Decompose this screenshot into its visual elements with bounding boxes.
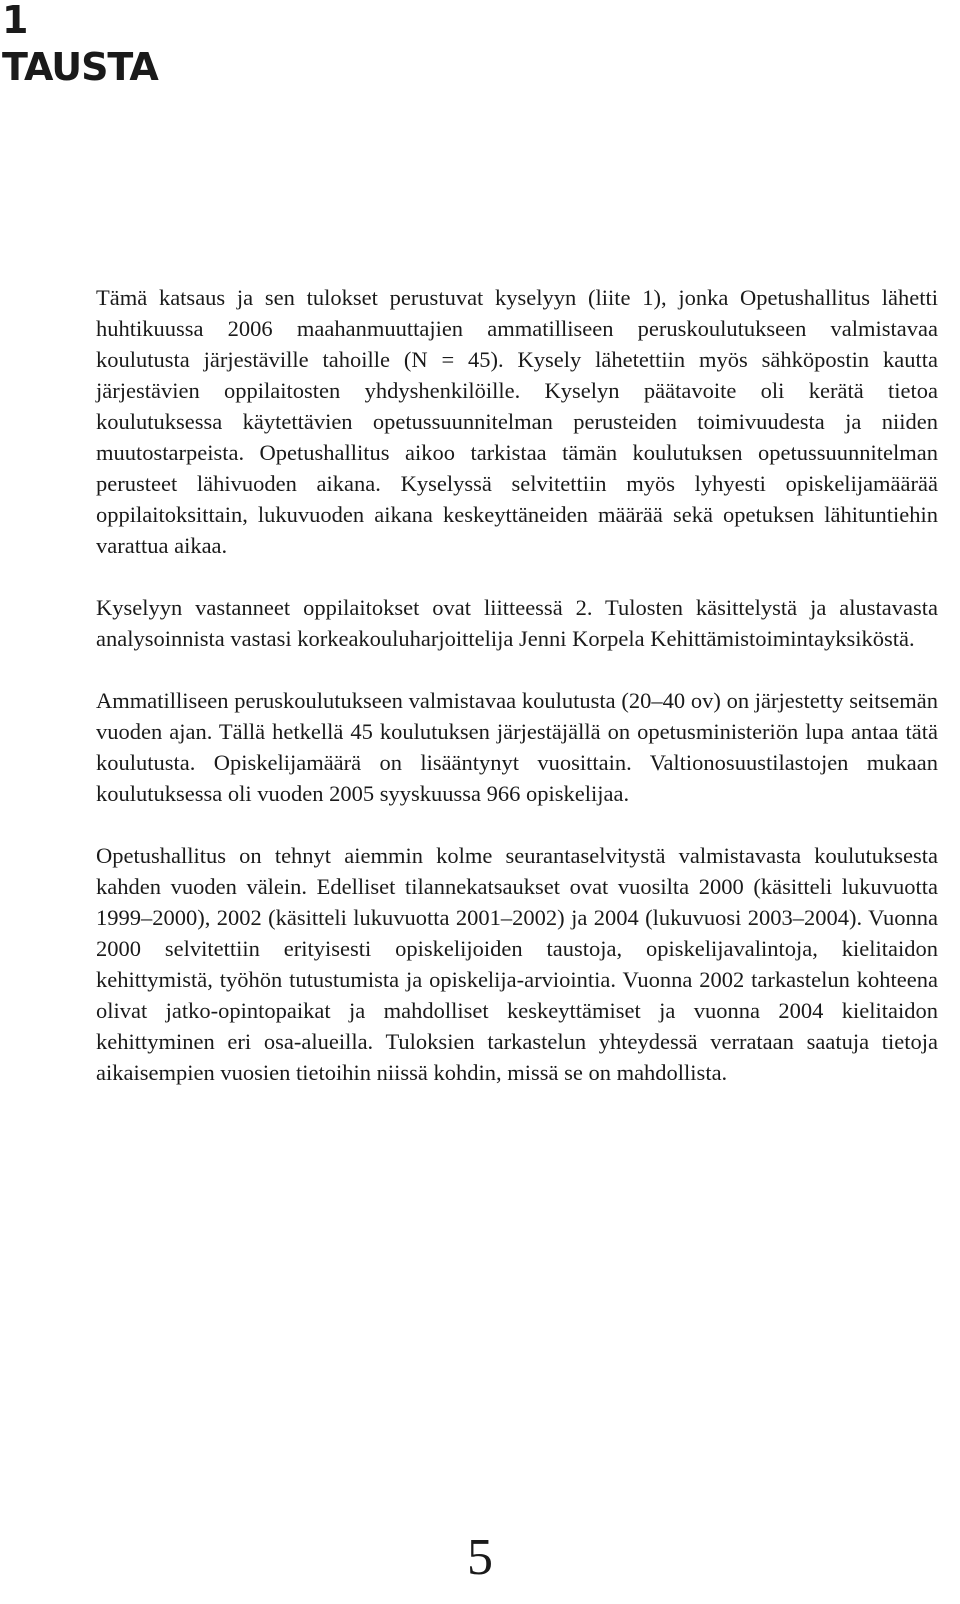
page-number: 5 [467,1529,493,1586]
chapter-number: 1 [2,0,28,42]
paragraph-3: Ammatilliseen peruskoulutukseen valmistavaa koulutusta (20–40 ov) on järjestetty seitsemän vuoden ajan. Tällä hetkellä 45 koulutuksen järjestäjällä on opetusministeriön lupa antaa tätä koulutusta. Opiskelijamäärä on lisääntynyt vuosittain. Valtionosuustilastojen mukaan koulutuksessa oli vuoden 2005 syyskuussa 966 opiskelijaa. [96,688,938,806]
paragraph-4: Opetushallitus on tehnyt aiemmin kolme seurantaselvitystä valmistavasta koulutuksesta kahden vuoden välein. Edelliset tilannekatsaukset ovat vuosilta 2000 (käsitteli lukuvuotta 1999–2000), 2002 (käsitteli lukuvuotta 2001–2002) ja 2004 (lukuvuosi 2003–2004). Vuonna 2000 selvitettiin erityisesti opiskelijoiden taustoja, opiskelijavalintoja, kielitaidon kehittymistä, työhön tutustumista ja opiskelija-arviointia. Vuonna 2002 tarkastelun kohteena olivat jatko-opintopaikat ja mahdolliset keskeyttämiset ja vuonna 2004 kielitaidon kehittyminen eri osa-alueilla. Tuloksien tarkastelun yhteydessä verrataan saatuja tietoja aikaisempien vuosien tietoihin niissä kohdin, missä se on mahdollista. [96,843,938,1085]
paragraph-1: Tämä katsaus ja sen tulokset perustuvat kyselyyn (liite 1), jonka Opetushallitus lähetti huhtikuussa 2006 maahanmuuttajien ammatilliseen peruskoulutukseen valmistavaa koulutusta järjestäville tahoille (N = 45). Kysely lähetettiin myös sähköpostin kautta järjestävien oppilaitosten yhdyshenkilöille. Kyselyn päätavoite oli kerätä tietoa koulutuksessa käytettävien opetussuunnitelman perusteiden toimivuudesta ja niiden muutostarpeista. Opetushallitus aikoo tarkistaa tämän koulutuksen opetussuunnitelman perusteet lähivuoden aikana. Kyselyssä selvitettiin myös lyhyesti opiskelijamäärää oppilaitoksittain, lukuvuoden aikana keskeyttäneiden määrää sekä opetuksen lähituntiehin varattua aikaa. [96,285,938,558]
body-text [96,282,938,1119]
chapter-title: TAUSTA [2,45,158,89]
paragraph-2: Kyselyyn vastanneet oppilaitokset ovat liitteessä 2. Tulosten käsittelystä ja alustavasta analysoinnista vastasi korkeakouluharjoittelija Jenni Korpela Kehittämistoimintayksiköstä. [96,595,938,651]
